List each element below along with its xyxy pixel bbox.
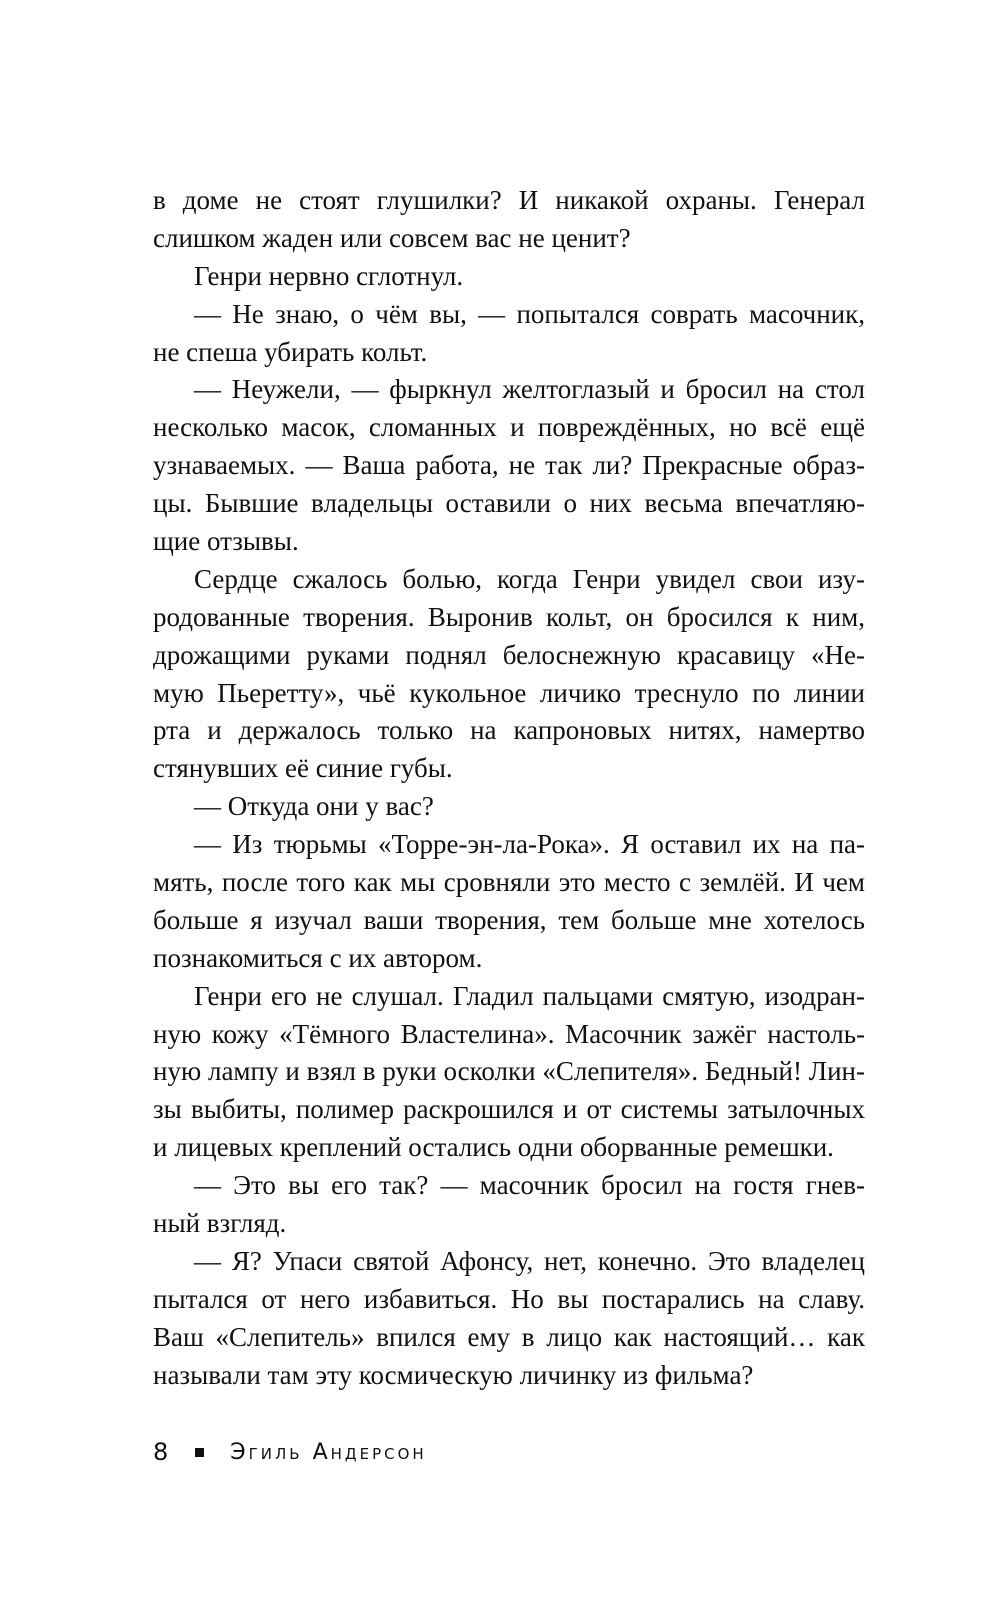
text-line: дрожащими руками поднял белоснежную красавицу «Не- [153,639,865,670]
text-line: слишком жаден или совсем вас не ценит? [153,222,631,253]
text-line: — Из тюрьмы «Торре-эн-ла-Рока». Я оставил их на па- [194,829,865,860]
text-line: — Неужели, — фыркнул желтоглазый и бросил на стол [194,374,865,405]
text-line: рта и держалось только на капроновых нитях, намертво [153,715,865,746]
square-separator-icon [195,1448,204,1457]
text-line: ную лампу и взял в руки осколки «Слепителя». Бедный! Лин- [153,1056,865,1087]
text-line: зы выбиты, полимер раскрошился и от системы затылочных [153,1094,865,1125]
text-line: познакомиться с их автором. [153,942,483,973]
page-number: 8 [153,1438,170,1466]
text-line: пытался от него избавиться. Но вы постарались на славу. [153,1283,865,1314]
text-line: и лицевых креплений остались одни оборванные ремешки. [153,1132,834,1163]
page-footer [153,1432,427,1472]
text-line: больше я изучал ваши творения, тем больше мне хотелось [153,904,865,935]
text-line: стянувших её синие губы. [153,753,453,784]
text-line: — Я? Упаси святой Афонсу, нет, конечно. Это владелец [194,1245,865,1276]
text-line: Генри его не слушал. Гладил пальцами смятую, изодран- [194,980,865,1011]
text-line: ный взгляд. [153,1208,287,1239]
text-line: мую Пьеретту», чьё кукольное личико треснуло по линии [153,677,865,708]
text-line: Сердце сжалось болью, когда Генри увидел свои изу- [194,563,865,594]
text-line: цы. Бывшие владельцы оставили о них весьма впечатляю- [153,488,865,519]
text-line: Ваш «Слепитель» впился ему в лицо как настоящий… как [153,1321,865,1352]
text-line: узнаваемых. — Ваша работа, не так ли? Прекрасные образ- [153,450,865,481]
text-line: ную кожу «Тёмного Властелина». Масочник зажёг настоль- [153,1018,865,1049]
text-line: — Это вы его так? — масочник бросил на гостя гнев- [194,1170,865,1201]
text-line: щие отзывы. [153,526,299,557]
text-line: не спеша убирать кольт. [153,336,428,367]
text-line: — Не знаю, о чём вы, — попытался соврать масочник, [194,298,865,329]
text-line: — Откуда они у вас? [194,791,434,822]
text-line: несколько масок, сломанных и повреждённых, но всё ещё [153,412,865,443]
text-line: Генри нервно сглотнул. [194,260,464,291]
body-text [153,182,865,1395]
text-line: мять, после того как мы сровняли это место с землёй. И чем [153,867,865,898]
text-line: родованные творения. Выронив кольт, он бросился к ним, [153,601,865,632]
text-line: называли там эту космическую личинку из фильма? [153,1359,754,1390]
author-name: Эгиль Андерсон [230,1439,427,1465]
text-line: в доме не стоят глушилки? И никакой охраны. Генерал [153,185,865,215]
